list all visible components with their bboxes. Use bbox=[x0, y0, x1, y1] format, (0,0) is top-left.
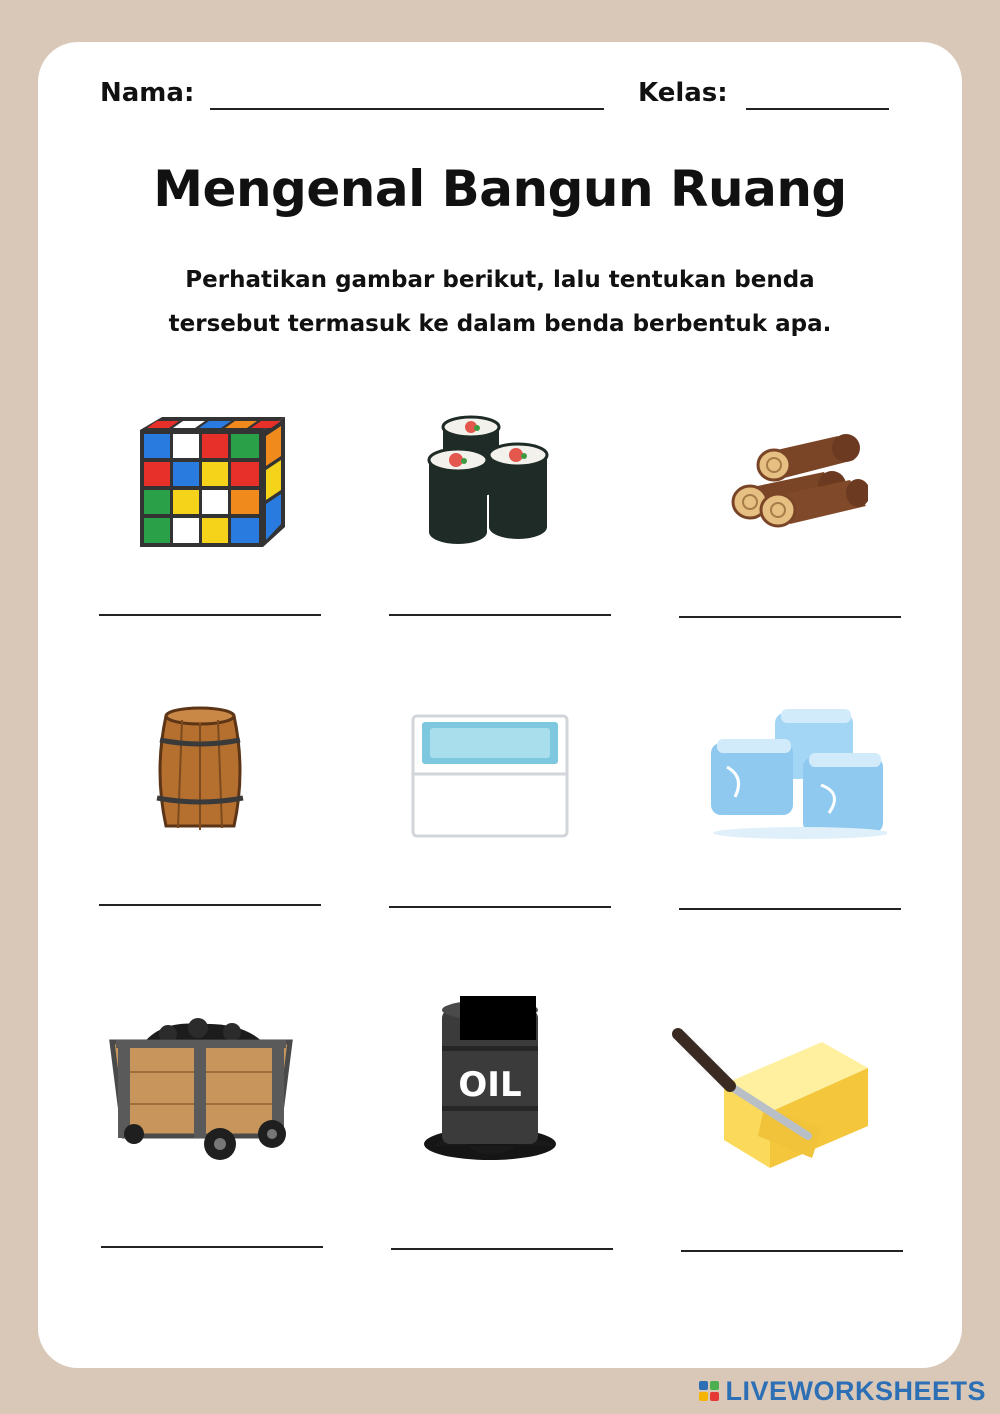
sushi-rolls-icon bbox=[425, 415, 553, 550]
mine-cart-icon bbox=[108, 1018, 294, 1166]
answer-input-2[interactable] bbox=[389, 586, 611, 616]
answer-input-4[interactable] bbox=[99, 876, 321, 906]
liveworksheets-brand: LIVEWORKSHEETS bbox=[725, 1375, 986, 1406]
name-label: Nama: bbox=[100, 78, 195, 108]
answer-input-3[interactable] bbox=[679, 588, 901, 618]
answer-input-6[interactable] bbox=[679, 880, 901, 910]
water-tank-icon bbox=[410, 712, 570, 840]
instructions bbox=[80, 258, 920, 346]
answer-input-8[interactable] bbox=[391, 1220, 613, 1250]
answer-input-5[interactable] bbox=[389, 878, 611, 908]
answer-input-9[interactable] bbox=[681, 1222, 903, 1252]
oil-drum-label: OIL bbox=[458, 1065, 522, 1105]
wood-logs-icon bbox=[728, 430, 868, 530]
liveworksheets-footer bbox=[699, 1374, 986, 1408]
class-field-line[interactable] bbox=[746, 108, 889, 110]
page-title: Mengenal Bangun Ruang bbox=[153, 160, 847, 218]
liveworksheets-logo-icon bbox=[699, 1381, 719, 1401]
butter-block-icon bbox=[672, 1028, 868, 1168]
answer-input-1[interactable] bbox=[99, 586, 321, 616]
class-label: Kelas: bbox=[638, 78, 728, 108]
oil-drum-icon bbox=[420, 996, 560, 1164]
rubiks-cube-icon bbox=[135, 412, 290, 552]
instructions-line-2: tersebut termasuk ke dalam benda berbentuk apa. bbox=[168, 311, 832, 337]
ice-cubes-icon bbox=[705, 705, 887, 843]
barrel-icon bbox=[152, 706, 248, 836]
answer-input-7[interactable] bbox=[101, 1218, 323, 1248]
name-field-line[interactable] bbox=[210, 108, 604, 110]
instructions-line-1: Perhatikan gambar berikut, lalu tentukan benda bbox=[185, 267, 815, 293]
